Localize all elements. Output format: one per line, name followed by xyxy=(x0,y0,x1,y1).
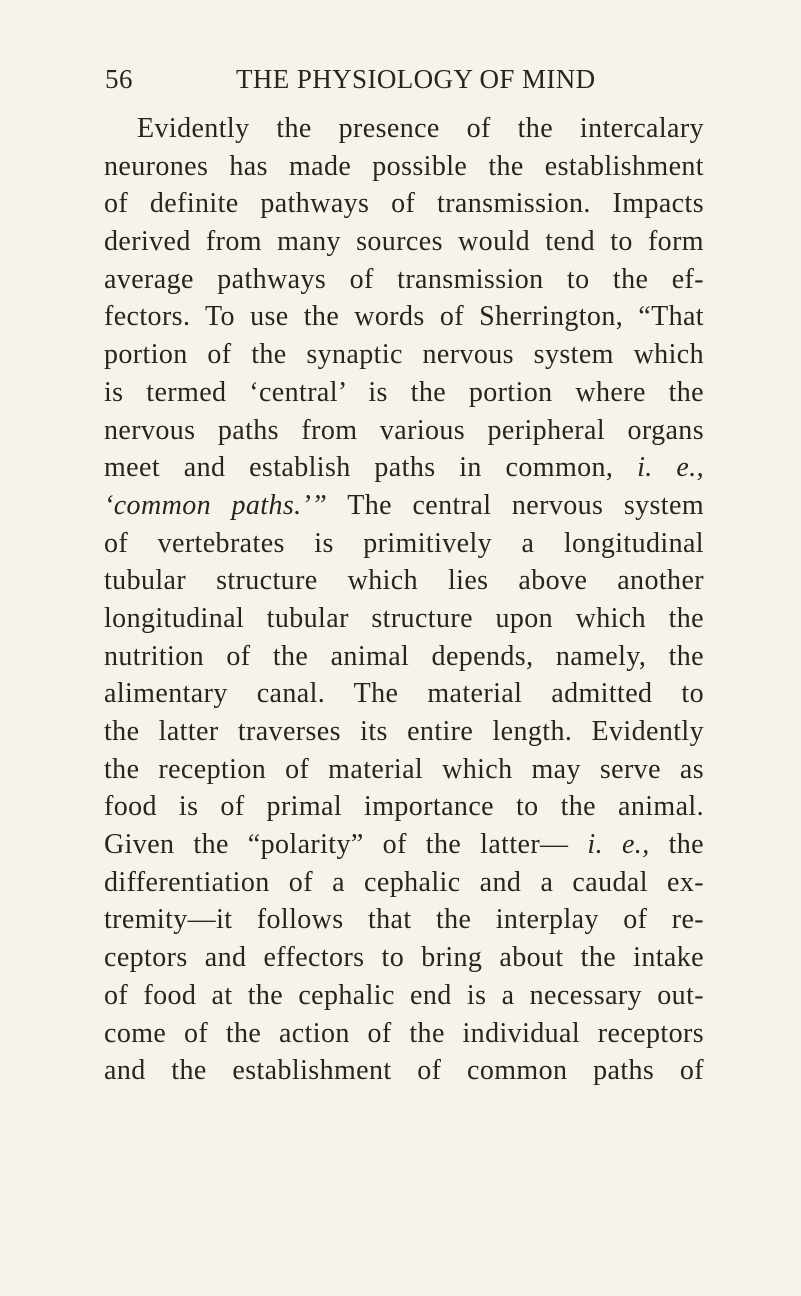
text-line: fectors. To use the words of Sherrington, “That xyxy=(104,301,704,333)
page-header xyxy=(0,64,801,104)
text-line: derived from many sources would tend to form xyxy=(104,226,704,258)
text-line: of food at the cephalic end is a necessary out- xyxy=(104,979,704,1011)
italic-abbreviation: i. e., xyxy=(587,829,650,861)
body-paragraph xyxy=(104,110,704,1090)
text-line: portion of the synaptic nervous system which xyxy=(104,339,704,371)
text-line-with-italic xyxy=(104,449,704,487)
text-line: longitudinal tubular structure upon which the xyxy=(104,602,704,634)
text-line: tremity—it follows that the interplay of re- xyxy=(104,904,704,936)
text-line: ceptors and effectors to bring about the intake xyxy=(104,942,704,974)
text-line: average pathways of transmission to the ef- xyxy=(104,263,704,295)
text-line: food is of primal importance to the animal. xyxy=(104,791,704,823)
text-line: of vertebrates is primitively a longitudinal xyxy=(104,527,704,559)
text-segment: Given the “polarity” of the latter— xyxy=(104,829,569,861)
text-segment: the xyxy=(668,829,704,861)
italic-quotation: ‘common paths.’” xyxy=(104,489,328,521)
text-line: nervous paths from various peripheral organs xyxy=(104,414,704,446)
italic-abbreviation: i. e., xyxy=(637,452,704,484)
text-line: the latter traverses its entire length. Evidently xyxy=(104,716,704,747)
text-line: neurones has made possible the establishment xyxy=(104,150,704,182)
text-line: tubular structure which lies above another xyxy=(104,565,704,597)
text-line: nutrition of the animal depends, namely, the xyxy=(104,640,704,672)
page-number: 56 xyxy=(105,64,133,94)
text-line: the reception of material which may serve as xyxy=(104,753,704,785)
text-line: Evidently the presence of the intercalary xyxy=(137,113,704,144)
text-line: alimentary canal. The material admitted to xyxy=(104,678,704,710)
text-line-with-italic xyxy=(104,487,704,525)
text-line: is termed ‘central’ is the portion where the xyxy=(104,376,704,408)
text-line: of definite pathways of transmission. Impacts xyxy=(104,188,704,220)
text-segment: meet and establish paths in common, xyxy=(104,452,614,484)
text-line: differentiation of a cephalic and a caudal ex- xyxy=(104,866,704,898)
text-segment: The central nervous system xyxy=(347,489,704,521)
running-head: THE PHYSIOLOGY OF MIND xyxy=(236,64,596,94)
text-line-with-italic xyxy=(104,826,704,864)
text-line: come of the action of the individual receptors xyxy=(104,1017,704,1049)
text-line: and the establishment of common paths of xyxy=(104,1055,704,1087)
